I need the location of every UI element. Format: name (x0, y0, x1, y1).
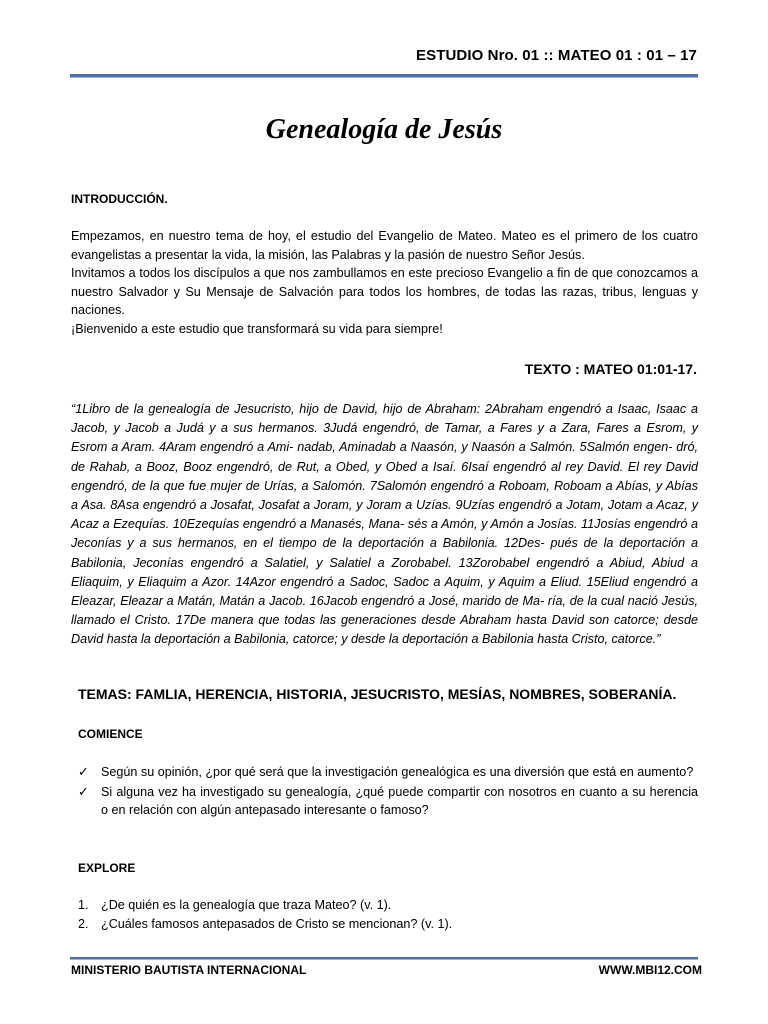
list-item-text: ¿De quién es la genealogía que traza Mateo? (v. 1). (101, 898, 392, 912)
scripture-passage: “1Libro de la genealogía de Jesucristo, hijo de David, hijo de Abraham: 2Abraham engendró a Isaac, Isaac a Jacob, y Jacob a Judá y a sus hermanos. 3Judá engendró, de Tamar, a Fares y a Zara, Fares a Esrom, y Esrom a Aram. 4Aram engendró a Ami- nadab, Aminadab a Naasón, y Naasón a Salmón. 5Salmón engen- dró, de Rahab, a Booz, Booz engendró, de Rut, a Obed, y Obed a Isaí. 6Isaí engendró al rey David. El rey David engendró, de la que fue mujer de Urías, a Salomón. 7Salomón engendró a Roboam, Roboam a Abías, y Abías a Asa. 8Asa engendró a Josafat, Josafat a Joram, y Joram a Uzías. 9Uzías engendró a Jotam, Jotam a Acaz, y Acaz a Ezequías. 10Ezequías engendró a Manasés, Mana- sés a Amón, y Amón a Josías. 11Josías engendró a Jeconías y a sus hermanos, en el tiempo de la deportación a Babilonia. 12Des- pués de la deportación a Babilonia, Jeconías engendró a Salatiel, y Salatiel a Zorobabel. 13Zorobabel engendró a Abiud, Abiud a Eliaquim, y Eliaquim a Azor. 14Azor engendró a Sadoc, Sadoc a Aquim, y Aquim a Eliud. 15Eliud engendró a Eleazar, Eleazar a Matán, Matán a Jacob. 16Jacob engendró a José, marido de Ma- ría, de la cual nació Jesús, llamado el Cristo. 17De manera que todas las generaciones desde Abraham hasta David son catorce; desde David hasta la deportación a Babilonia, catorce; y desde la deportación a Babilonia hasta Cristo, catorce.” (71, 402, 698, 647)
temas-line: TEMAS: FAMLIA, HERENCIA, HISTORIA, JESUCRISTO, MESÍAS, NOMBRES, SOBERANÍA. (78, 686, 677, 702)
list-item (78, 896, 698, 915)
list-item-number: 1. (78, 898, 89, 912)
footer-rule (70, 957, 698, 959)
explore-list (78, 896, 698, 934)
header-rule (70, 74, 698, 77)
list-item-text: Según su opinión, ¿por qué será que la investigación genealógica es una diversión que está en aumento? (101, 765, 694, 779)
comience-heading: COMIENCE (78, 727, 143, 741)
introduction-heading: INTRODUCCIÓN. (71, 192, 168, 206)
study-header: ESTUDIO Nro. 01 :: MATEO 01 : 01 – 17 (416, 47, 697, 64)
introduction-paragraph: ¡Bienvenido a este estudio que transformará su vida para siempre! (71, 321, 443, 336)
checkmark-icon: ✓ (78, 764, 89, 779)
list-item-number: 2. (78, 917, 89, 931)
footer-website: WWW.MBI12.COM (598, 963, 702, 977)
footer-organization: MINISTERIO BAUTISTA INTERNACIONAL (71, 963, 307, 977)
list-item (78, 783, 698, 820)
list-item (78, 763, 698, 782)
page-title: Genealogía de Jesús (265, 114, 503, 145)
checkmark-icon: ✓ (78, 783, 89, 799)
explore-heading: EXPLORE (78, 861, 136, 875)
comience-list (78, 763, 698, 821)
list-item-text: ¿Cuáles famosos antepasados de Cristo se mencionan? (v. 1). (101, 917, 453, 931)
introduction-paragraph: Empezamos, en nuestro tema de hoy, el estudio del Evangelio de Mateo. Mateo es el primero de los cuatro evangelistas a presentar la vida, la misión, las Palabras y la pasión de nuestro Señor Jesús. (71, 229, 698, 262)
list-item-text: Si alguna vez ha investigado su genealogía, ¿qué puede compartir con nosotros en cuanto a su herencia o en relación con algún antepasado interesante o famoso? (101, 784, 698, 818)
introduction-body (71, 227, 698, 339)
introduction-paragraph: Invitamos a todos los discípulos a que nos zambullamos en este precioso Evangelio a fin de que conozcamos a nuestro Salvador y Su Mensaje de Salvación para todos los hombres, de todas las razas, tribus, lenguas y naciones. (71, 266, 698, 318)
list-item (78, 915, 698, 934)
texto-heading: TEXTO : MATEO 01:01-17. (524, 361, 697, 377)
